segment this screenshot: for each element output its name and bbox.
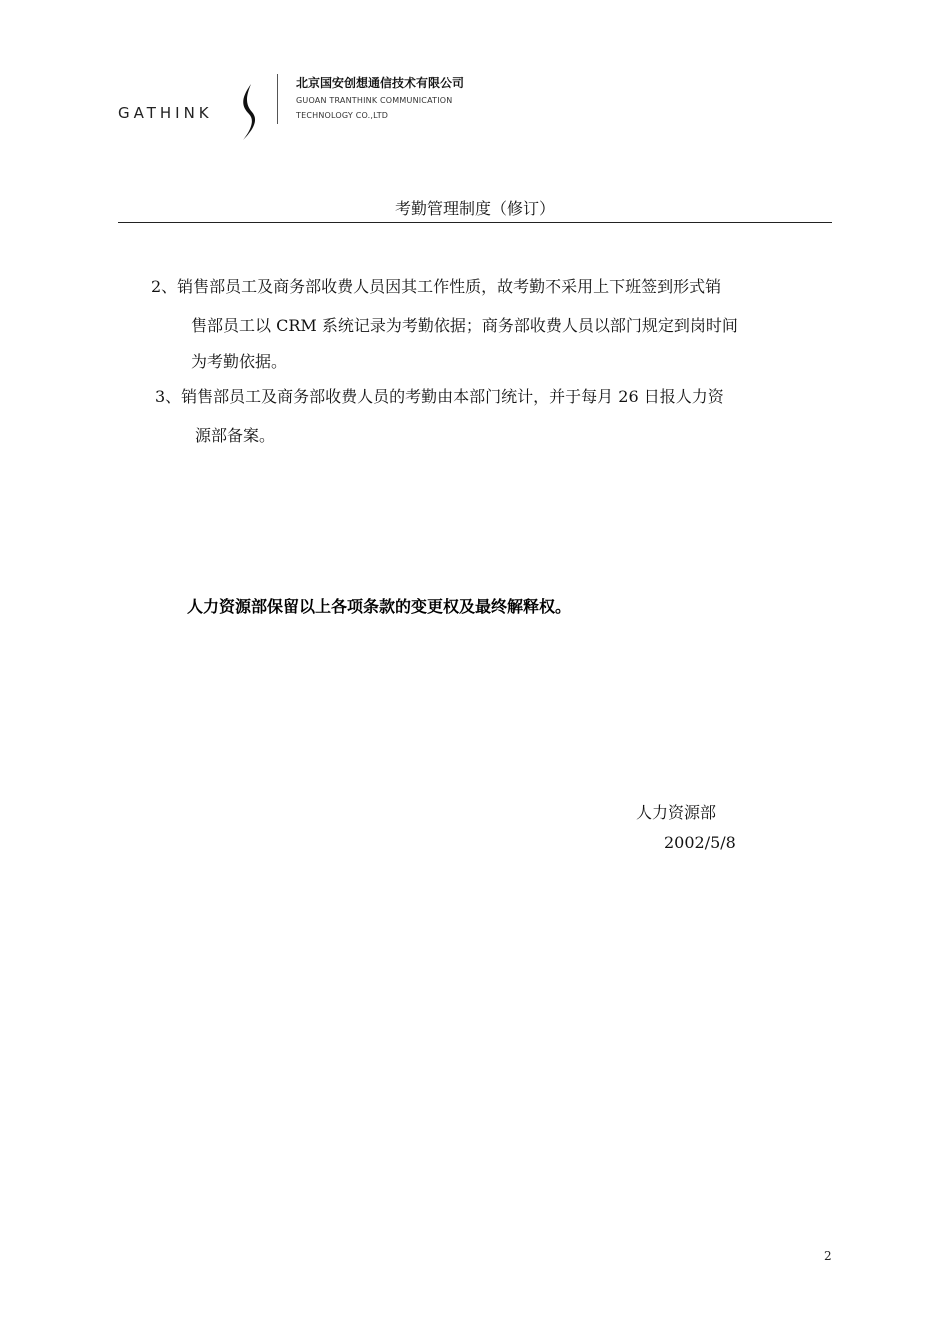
clause-2-line-2: 售部员工以 CRM 系统记录为考勤依据；商务部收费人员以部门规定到岗时间: [191, 316, 738, 335]
signature-department: 人力资源部: [636, 803, 717, 822]
signature-date: 2002/5/8: [664, 833, 736, 852]
company-name-cn: 北京国安创想通信技术有限公司: [296, 76, 465, 90]
clause-2-line-3: 为考勤依据。: [191, 352, 288, 371]
document-title: 考勤管理制度（修订）: [394, 199, 555, 218]
company-name-en-line2: TECHNOLOGY CO.,LTD: [296, 111, 389, 120]
company-name-en-line1: GUOAN TRANTHINK COMMUNICATION: [296, 96, 453, 105]
page-number: 2: [824, 1249, 832, 1263]
clause-3-line-1: 3、销售部员工及商务部收费人员的考勤由本部门统计，并于每月 26 日报人力资: [155, 387, 724, 406]
title-underline: [118, 222, 832, 223]
logo-swoosh-icon: [237, 84, 259, 140]
clause-3-line-2: 源部备案。: [195, 426, 276, 445]
header-divider: [277, 74, 278, 124]
company-logo-wordmark: GATHINK: [118, 104, 213, 122]
rights-reservation-note: 人力资源部保留以上各项条款的变更权及最终解释权。: [187, 597, 572, 616]
clause-2-line-1: 2、销售部员工及商务部收费人员因其工作性质，故考勤不采用上下班签到形式销: [151, 277, 722, 296]
